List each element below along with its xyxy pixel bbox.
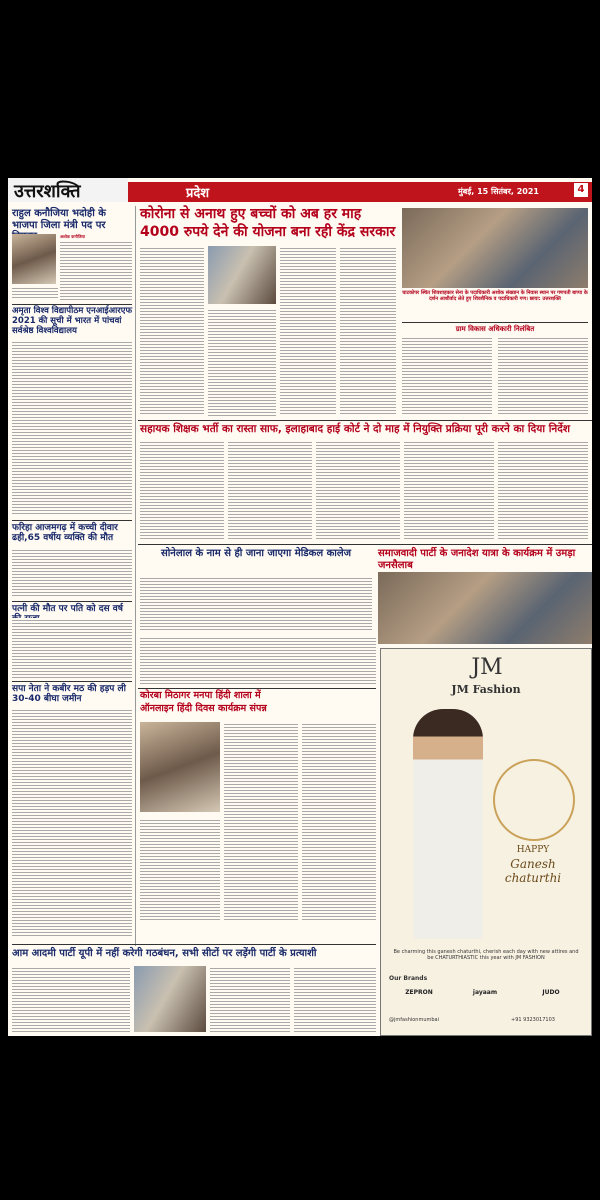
text-corona-2 — [208, 308, 276, 416]
headline-corona-line2: 4000 रुपये देने की योजना बना रही केंद्र सरकार — [140, 224, 396, 240]
text-shikshak-1 — [140, 440, 224, 540]
section-name: प्रदेश — [186, 186, 210, 201]
edition-date: मुंबई, 15 सितंबर, 2021 — [458, 187, 539, 196]
newspaper-page — [8, 178, 592, 1036]
divider — [12, 601, 132, 602]
photo-samajwadi-event — [378, 572, 592, 644]
headline-shikshak: सहायक शिक्षक भर्ती का रास्ता साफ, इलाहाबाद हाई कोर्ट ने दो माह में नियुक्ति प्रक्रिया पूरी करने का दिया निर्देश — [140, 423, 570, 435]
jm-logo: JM — [471, 655, 503, 680]
our-brands-label: Our Brands — [389, 975, 428, 982]
headline-sonelal: सोनेलाल के नाम से ही जाना जाएगा मेडिकल कालेज — [160, 548, 352, 559]
divider — [12, 304, 132, 305]
text-shikshak-4 — [404, 440, 494, 540]
text-aap-1 — [12, 966, 130, 1032]
text-gram-2 — [498, 336, 588, 416]
text-corona-4 — [340, 246, 396, 416]
text-sapa — [12, 708, 132, 938]
text-shikshak-3 — [316, 440, 400, 540]
phone-number: +91 9323017103 — [511, 1017, 555, 1023]
photo-rahul — [12, 234, 56, 284]
headline-farida: फरिहा आजमगढ़ में कच्ची दीवार ढही,65 वर्षीय व्यक्ति की मौत — [12, 523, 118, 544]
headline-samajwadi: समाजवादी पार्टी के जनादेश यात्रा के कार्यक्रम में उमड़ा जनसैलाब — [378, 548, 576, 571]
headline-aap: आम आदमी पार्टी यूपी में नहीं करेगी गठबंधन, सभी सीटों पर लड़ेंगी पार्टी के प्रत्याशी — [12, 948, 317, 959]
ganesh-icon — [493, 759, 575, 841]
text-shikshak-5 — [498, 440, 588, 540]
newspaper-title: उत्तरशक्ति — [14, 181, 81, 202]
photo-korba-online-event — [140, 722, 220, 812]
headline-gram: ग्राम विकास अधिकारी निलंबित — [455, 325, 535, 333]
headline-korba-line2: ऑनलाइन हिंदी दिवस कार्यक्रम संपन्न — [140, 703, 267, 714]
text-korba-3 — [140, 818, 220, 922]
instagram-handle: @jmfashionmumbai — [389, 1017, 440, 1023]
text-corona-3 — [280, 246, 336, 416]
text-corona-1 — [140, 246, 204, 416]
text-rahul — [60, 240, 132, 300]
text-korba-2 — [302, 722, 376, 922]
greeting-line2: Ganesh chaturthi — [504, 857, 562, 885]
text-pati — [12, 618, 132, 678]
model-image — [413, 709, 483, 939]
headline-pati: पत्नी की मौत पर पति को दस वर्ष — [12, 604, 123, 614]
text-korba-1 — [224, 722, 298, 922]
text-samajwadi-1 — [140, 636, 376, 684]
headline-rahul: राहुल कनौजिया भदोही के भाजपा जिला मंत्री पद पर — [12, 208, 106, 231]
brand-judo: JUDO — [542, 989, 560, 996]
text-sonelal — [140, 576, 372, 632]
jm-fashion-advertisement[interactable] — [380, 648, 592, 1036]
divider — [402, 322, 588, 323]
text-farida — [12, 548, 132, 598]
brand-name: JM Fashion — [451, 683, 521, 696]
greeting-line1: HAPPY — [516, 845, 550, 855]
text-gram-1 — [402, 336, 492, 416]
headline-sapa: सपा नेता ने कबीर मठ की हड़प ली 30-40 बीघा जमीन — [12, 684, 126, 705]
divider — [12, 520, 132, 521]
page-number: 4 — [574, 183, 588, 197]
text-aap-3 — [294, 966, 376, 1032]
caption-ganpati-darshan: घाटकोपर स्थित शिवशाहकार सेना के पदाधिकारी अशोक संख्यान के निवास स्थान पर गणपती बाप्पा के दर्शन आशीर्वाद लेते हुए शिवशैनिक व पदाधिकारी गण। छाया: उत्तरशक्ति — [402, 290, 588, 302]
ad-tagline: Be charming this ganesh chaturthi, cherish each day with new attires and be CHATURTHIASTIC this year with JM FASHION — [393, 949, 579, 961]
text-rahul-2 — [12, 286, 58, 300]
photo-aap — [134, 966, 206, 1032]
headline-corona-line1: कोरोना से अनाथ हुए बच्चों को अब हर माह — [140, 206, 362, 222]
photo-ganpati-darshan — [402, 208, 588, 288]
divider — [138, 420, 592, 421]
text-amrita — [12, 340, 132, 516]
headline-korba-line1: कोरबा मिठागर मनपा हिंदी शाला में — [140, 690, 261, 701]
divider — [12, 681, 132, 682]
column-divider — [135, 206, 136, 946]
divider — [138, 688, 376, 689]
divider — [138, 544, 592, 545]
headline-amrita: अमृता विश्व विद्यापीठम एनआईआरएफ 2021 की सूची में भारत में पांचवां सर्वश्रेष्ठ विश्वविद्यालय — [12, 306, 132, 336]
brand-zepron: ZEPRON — [405, 989, 433, 996]
divider — [12, 944, 376, 945]
photo-corona — [208, 246, 276, 304]
text-shikshak-2 — [228, 440, 312, 540]
brand-jayaam: jayaam — [472, 989, 498, 996]
byline-rahul: अशोक कनौजिया — [60, 234, 85, 239]
text-aap-2 — [210, 966, 290, 1032]
